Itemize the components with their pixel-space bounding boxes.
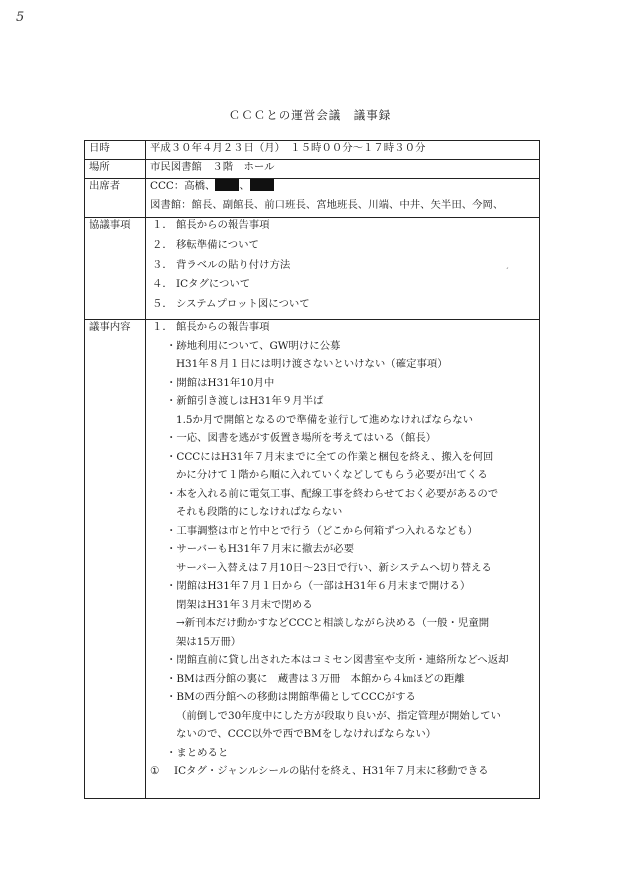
bullet-line: ・CCCにはH31年７月末までに全ての作業と梱包を終え、搬入を何回 (166, 450, 494, 463)
continuation-line: サーバー入替えは７月10日～23日で行い、新システムへ切り替える (176, 561, 492, 574)
row-date (85, 141, 540, 160)
continuation-line: 架は15万冊） (176, 635, 242, 648)
content-body (146, 319, 540, 798)
redaction-block (215, 179, 239, 191)
bullet-line: ・工事調整は市と竹中とで行う（どこから何箱ずつ入れるなども） (166, 524, 478, 537)
bullet-line: ・本を入れる前に電気工事、配線工事を終わらせておく必要があるので (166, 487, 499, 500)
agenda-item: ２． 移転準備について (152, 238, 259, 251)
bullet-line: ・まとめると (166, 746, 229, 759)
place-label: 場所 (85, 160, 146, 179)
date-label: 日時 (85, 141, 146, 160)
attendees-value (146, 179, 540, 218)
attendees-label: 出席者 (85, 179, 146, 218)
agenda-label: 協議事項 (85, 218, 146, 320)
agenda-item: ４． ICタグについて (152, 278, 251, 291)
bullet-line: ・BMは西分館の裏に 蔵書は３万冊 本館から４㎞ほどの距離 (166, 672, 465, 685)
bullet-line: ・BMの西分館への移動は開館準備としてCCCがする (166, 691, 416, 704)
bullet-line: ・一応、図書を逃がす仮置き場所を考えてはいる（館長） (166, 432, 437, 445)
date-value: 平成３０年４月２３日（月） １５時００分～１７時３０分 (146, 141, 540, 160)
continuation-line: （前倒しで30年度中にした方が段取り良いが、指定管理が開始してい (176, 709, 501, 722)
attendees-library: 図書館：館長、副館長、前口班長、宮地班長、川端、中井、矢半田、今岡、 (150, 199, 504, 211)
bullet-line: ・サーバーもH31年７月末に撤去が必要 (166, 543, 355, 556)
bullet-line: ・閉館はH31年７月１日から（一部はH31年６月末まで開ける） (166, 580, 471, 593)
bullet-line: ・閉館直前に貸し出された本はコミセン図書室や支所・連絡所などへ返却 (166, 654, 509, 667)
place-value: 市民図書館 ３階 ホール (146, 160, 540, 179)
row-content (85, 319, 540, 798)
stray-mark: ˊ (505, 267, 509, 276)
agenda-item: ３． 背ラベルの貼り付け方法 (152, 258, 291, 271)
agenda-item: ５． システムプロット図について (152, 298, 310, 311)
content-label: 議事内容 (85, 319, 146, 798)
continuation-line: かに分けて１階から順に入れていくなどしてもらう必要が出てくる (176, 469, 488, 482)
agenda-item: １． 館長からの報告事項 (152, 219, 270, 231)
row-attendees (85, 179, 540, 218)
agenda-list (146, 218, 540, 320)
continuation-line: それも段階的にしなければならない (176, 506, 343, 519)
minutes-table (84, 140, 540, 799)
continuation-line: 閉架はH31年３月末で閉める (176, 598, 313, 611)
redaction-block (250, 179, 274, 191)
row-agenda (85, 218, 540, 320)
attendees-separator: 、 (239, 180, 250, 192)
continuation-line: →新刊本だけ動かすなどCCCと相談しながら決める（一般・児童開 (176, 617, 490, 630)
bullet-line: ・新館引き渡しはH31年９月半ば (166, 395, 324, 408)
page-number: 5 (16, 10, 25, 25)
continuation-line: 1.5か月で開館となるので準備を並行して進めなければならない (176, 413, 474, 426)
continuation-line: ないので、CCC以外で西でBMをしなければならない） (176, 728, 437, 741)
continuation-line: H31年８月１日には明け渡さないといけない（確定事項） (176, 358, 448, 371)
summary-line: ① ICタグ・ジャンルシールの貼付を終え、H31年７月末に移動できる (150, 765, 489, 778)
content-lines (150, 339, 535, 765)
bullet-line: ・開館はH31年10月中 (166, 376, 275, 389)
bullet-line: ・跡地利用について、GW明けに公募 (166, 339, 341, 352)
row-place (85, 160, 540, 179)
attendees-ccc: CCC：高橋、 (150, 180, 216, 192)
content-heading: １． 館長からの報告事項 (152, 320, 270, 333)
document-title: ＣＣＣとの運営会議 議事録 (228, 108, 392, 122)
